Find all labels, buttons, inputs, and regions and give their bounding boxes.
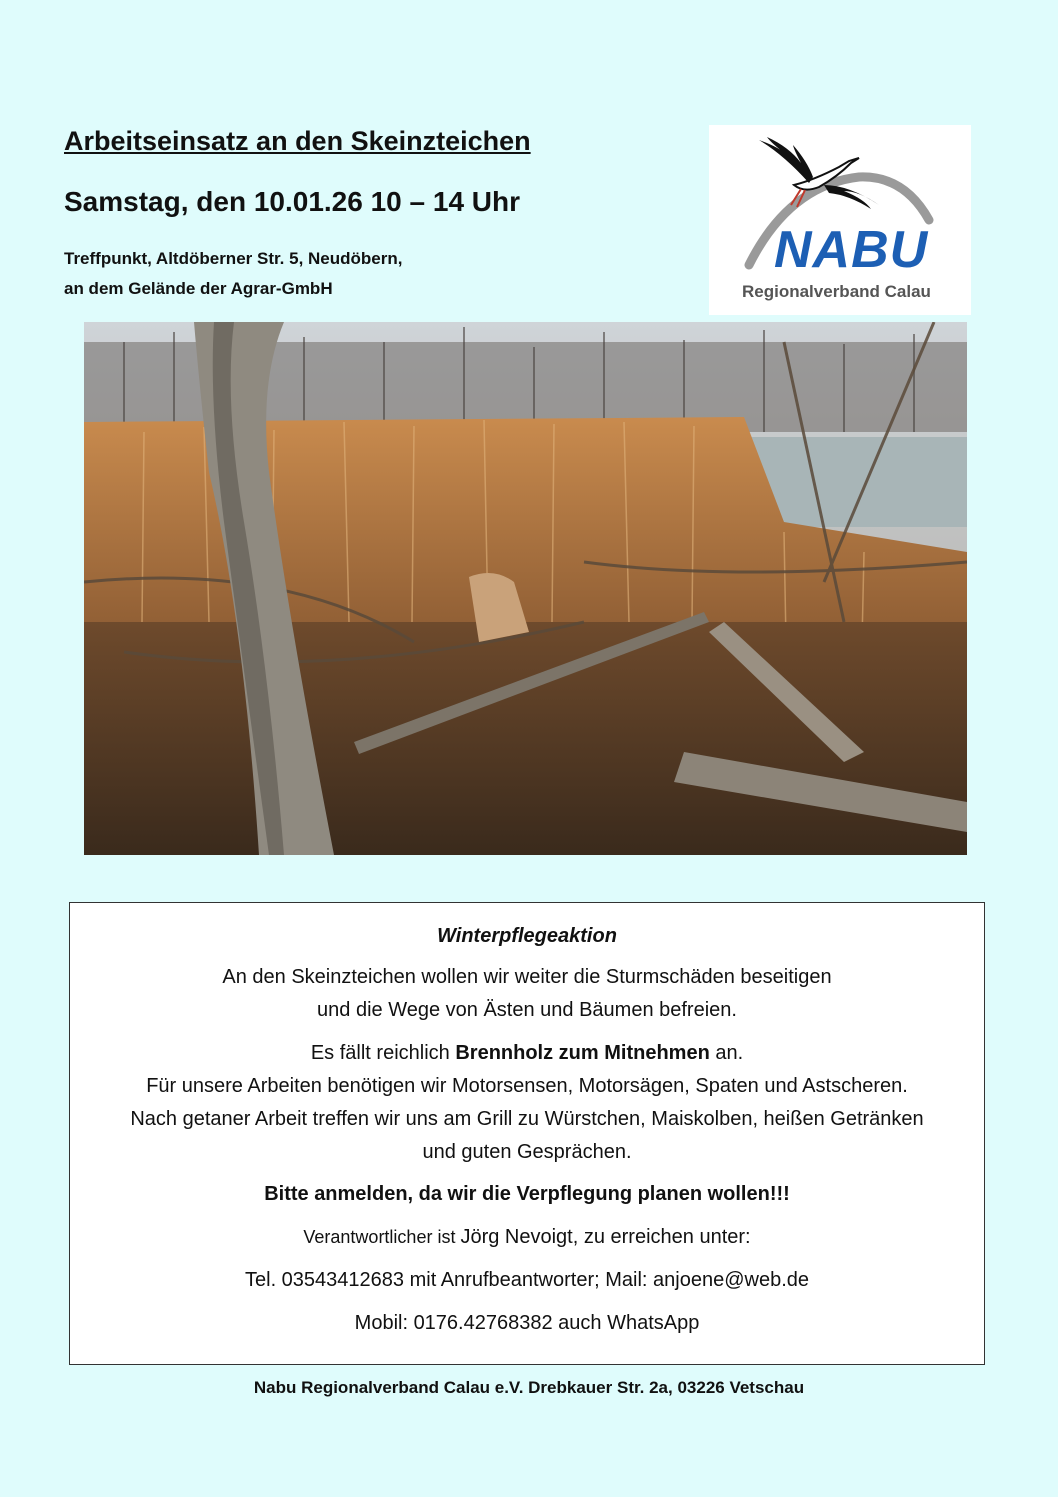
logo-subtitle: Regionalverband Calau xyxy=(742,282,931,301)
firewood-bold: Brennholz zum Mitnehmen xyxy=(455,1042,710,1064)
grill-line-1: Nach getaner Arbeit treffen wir uns am Grill zu Würstchen, Maiskolben, heißen Getränken xyxy=(130,1108,924,1130)
contact-person xyxy=(70,1221,984,1254)
phone-mail: Tel. 03543412683 mit Anrufbeantworter; Mail: anjoene@web.de xyxy=(245,1269,809,1291)
storm-line-2: und die Wege von Ästen und Bäumen befreien. xyxy=(317,999,737,1021)
firewood-line xyxy=(70,1037,984,1070)
tools-line: Für unsere Arbeiten benötigen wir Motorsensen, Motorsägen, Spaten und Astscheren. xyxy=(146,1075,908,1097)
details-paragraph xyxy=(70,1037,984,1169)
info-heading: Winterpflegeaktion xyxy=(437,925,617,947)
event-date: Samstag, den 10.01.26 10 – 14 Uhr xyxy=(64,186,521,217)
reed-pond-photo xyxy=(84,322,967,855)
firewood-post: an. xyxy=(709,1042,744,1064)
page-title: Arbeitseinsatz an den Skeinzteichen xyxy=(64,126,531,156)
storm-damage-paragraph xyxy=(70,961,984,1027)
info-box xyxy=(69,902,985,1365)
contact-rest: Jörg Nevoigt, zu erreichen unter: xyxy=(460,1226,751,1248)
contact-small: Verantwortlicher ist xyxy=(303,1227,461,1247)
mobile-number: Mobil: 0176.42768382 auch WhatsApp xyxy=(354,1312,700,1334)
logo-wordmark: NABU xyxy=(774,221,929,279)
meeting-point xyxy=(64,244,402,304)
meeting-line-2: an dem Gelände der Agrar-GmbH xyxy=(64,279,333,298)
footer-address: Nabu Regionalverband Calau e.V. Drebkauer Str. 2a, 03226 Vetschau xyxy=(253,1378,805,1397)
signup-notice: Bitte anmelden, da wir die Verpflegung planen wollen!!! xyxy=(264,1183,790,1205)
meeting-line-1: Treffpunkt, Altdöberner Str. 5, Neudöbern, xyxy=(64,249,403,268)
grill-line-2: und guten Gesprächen. xyxy=(422,1141,632,1163)
firewood-pre: Es fällt reichlich xyxy=(310,1042,456,1064)
storm-line-1: An den Skeinzteichen wollen wir weiter die Sturmschäden beseitigen xyxy=(222,966,832,988)
